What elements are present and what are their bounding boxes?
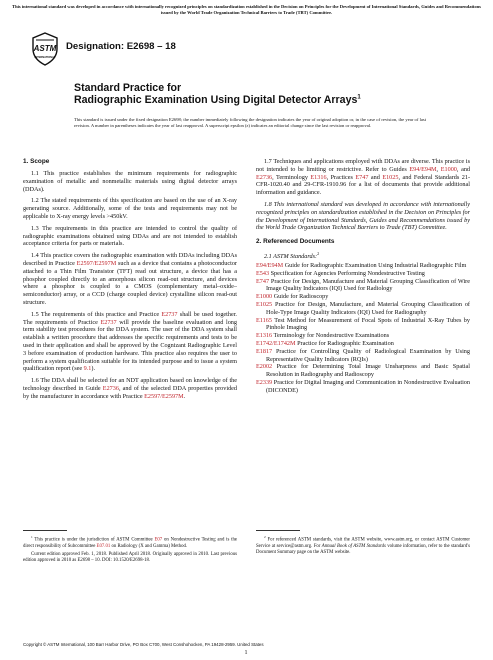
text-segment: , Practices xyxy=(326,173,356,181)
reference-item xyxy=(256,363,470,379)
reference-code-link[interactable]: E1316 xyxy=(256,332,273,340)
text-segment: For referenced ASTM standards, visit the ASTM website, www.astm.org, or contact ASTM Customer Service at service@astm.org. For xyxy=(256,537,470,549)
text-segment: volume information, refer to the standard's Document Summary page on the ASTM website. xyxy=(256,543,470,555)
text-segment: 1.5 The requirements of this practice and Practice xyxy=(31,310,162,318)
reference-title: Practice for Determining Total Image Unsharpness and Basic Spatial Resolution in Radiography and Radioscopy xyxy=(266,363,470,379)
paragraph-1-8: 1.8 This international standard was developed in accordance with internationally recognized principles on standardization established in the Decision on Principles for the Development of International Standards, Guides and Recommendations issued by the World Trade Organization Technical Barriers to Trade (TBT) Committee. xyxy=(256,200,470,232)
text-segment: , and Federal Standards 21-CFR-1020.40 and 29-CFR-1910.96 for a list of documents that provide additional information and guidance. xyxy=(256,173,471,197)
text-segment: and xyxy=(368,173,383,181)
footnote-2 xyxy=(256,534,470,556)
reference-item xyxy=(256,379,470,395)
logo-letters: ASTM xyxy=(33,44,57,53)
reference-title: Practice for Radiographic Examination xyxy=(295,340,394,347)
footnote-1 xyxy=(23,534,237,564)
text-segment: on Radiology (X and Gamma) Method. xyxy=(110,543,188,549)
text-segment: 1.4 This practice covers the radiographic examination with DDAs including DDAs described in Practice xyxy=(23,252,237,267)
link-e2597[interactable]: E2597/E2597M xyxy=(144,392,184,400)
referenced-documents-heading: 2. Referenced Documents xyxy=(256,238,335,246)
reference-item xyxy=(256,332,470,340)
footnote-mark: 1 xyxy=(31,535,33,539)
footnote-2-para xyxy=(256,534,470,556)
reference-title: Practice for Design, Manufacture and Material Grouping Classification of Wire Image Quality Indicators (IQI) Used for Radiology xyxy=(266,277,470,293)
link-e1316[interactable]: E1316 xyxy=(310,173,327,181)
text-segment: on Nondestructive Testing and is the direct responsibility of Subcommittee xyxy=(23,537,237,549)
footnote-rule-left xyxy=(23,530,67,531)
paragraph-1-6 xyxy=(23,377,237,400)
paragraph-1-1: 1.1 This practice establishes the minimum requirements for radiographic examination of metallic and nonmetallic materials using digital detector arrays (DDAs). xyxy=(23,170,237,193)
text-segment: such as a device that contains a photoconductor attached to a Thin Film Transistor (TFT) read out structure, a device that has a phosphor coupled directly to an amorphous silicon read-out structure, and devices where a phosphor is coupled to a CMOS (complementary metal–oxide–semiconductor) array, or a CCD (charge coupled device) crystalline silicon read-out structure. xyxy=(23,259,237,306)
reference-code-link[interactable]: E1742/E1742M xyxy=(256,340,296,347)
reference-item xyxy=(256,278,470,294)
reference-title: Guide for Radioscopy xyxy=(272,293,329,301)
right-column xyxy=(256,158,470,395)
reference-item xyxy=(256,270,470,278)
reference-code-link[interactable]: E1165 xyxy=(256,316,272,324)
link-e747[interactable]: E747 xyxy=(355,173,369,181)
reference-list xyxy=(256,262,470,395)
text-segment: 1.6 The DDA shall be selected for an NDT application based on knowledge of the technology described in Guide xyxy=(23,377,237,392)
astm-logo xyxy=(30,32,60,66)
text-segment: , and of the selected DDA properties provided by the manufacturer in accordance with Practice xyxy=(23,384,238,400)
reference-item xyxy=(256,262,470,270)
reference-title: Test Method for Measurement of Focal Spots of Industrial X-Ray Tubes by Pinhole Imaging xyxy=(266,316,470,332)
footnote-mark: 2 xyxy=(264,535,266,539)
footnote-1-para-2: Current edition approved Feb. 1, 2018. Published April 2018. Originally approved in 2010. Last previous edition approved in 2010 as E2698 – 10. DOI: 10.1520/E2698-18. xyxy=(23,551,237,563)
reference-title: Practice for Design, Manufacture, and Material Grouping Classification of Hole-Type Image Quality Indicators (IQI) Used for Radiography xyxy=(266,301,470,316)
link-e07[interactable]: E07 xyxy=(154,537,163,543)
reference-code-link[interactable]: E543 xyxy=(256,269,270,277)
title-line-2 xyxy=(74,94,474,106)
link-e07-01[interactable]: E07.01 xyxy=(96,543,111,549)
reference-item xyxy=(256,340,470,348)
title-footnote-mark: 1 xyxy=(357,94,361,101)
reference-code-link[interactable]: E2002 xyxy=(256,363,273,371)
text-segment: , and xyxy=(456,165,471,173)
paragraph-1-7 xyxy=(256,158,470,197)
paragraph-1-4 xyxy=(23,252,237,307)
reference-item xyxy=(256,293,470,301)
text-segment: , xyxy=(436,165,441,173)
text-segment: . xyxy=(183,392,186,400)
link-e2736[interactable]: E2736 xyxy=(102,384,119,392)
logo-subtext: INTERNATIONAL xyxy=(34,56,56,59)
text-segment: will provide the baseline evaluation and long term stability test procedures for the DDA system. The user of the DDA system shall establish a written procedure that addresses the specific requirements and tests to be used in their application and shall be approved by the Cognizant Radiographic Level 3 before examination of production hardware. This practice also requires the user to perform a system qualification suitable for its intended purpose and to issue a system qualification report (see xyxy=(23,318,237,373)
reference-title: Practice for Digital Imaging and Communication in Nondestructive Evaluation (DICONDE) xyxy=(266,378,470,394)
text-segment: 1.7 Techniques and applications employed with DDAs are diverse. This practice is not intended to be limiting or restrictive. Refer to Guides xyxy=(256,158,470,173)
reference-code-link[interactable]: E94/E94M xyxy=(256,262,284,270)
reference-item xyxy=(256,317,470,333)
text-segment: ). xyxy=(91,365,95,373)
paragraph-1-3: 1.3 The requirements in this practice are intended to control the quality of radiographic examinations obtained using DDAs and are not intended to establish acceptance criteria for parts or materials. xyxy=(23,224,237,248)
astm-standards-text: 2.1 ASTM Standards: xyxy=(264,253,318,261)
reference-code-link[interactable]: E2339 xyxy=(256,378,273,386)
title-main: Radiographic Examination Using Digital Detector Arrays xyxy=(74,94,358,106)
left-column xyxy=(23,158,237,405)
reference-code-link[interactable]: E1025 xyxy=(256,301,273,309)
copyright: Copyright © ASTM International, 100 Barr Harbor Drive, PO Box C700, West Conshohocken, PA 19428-2959. United States xyxy=(23,642,264,647)
document-title xyxy=(74,82,474,106)
issue-note: This standard is issued under the fixed designation E2698; the number immediately following the designation indicates the year of original adoption or, in the case of revision, the year of last revision. A number in parentheses indicates the year of last reapproval. A superscript epsilon (ε) indicates an editorial change since the last revision or reapproval. xyxy=(74,117,426,129)
paragraph-1-2: 1.2 The stated requirements of this specification are based on the use of an X-ray generating source. Additionally, some of the tests and requirements may not be applicable to X-ray energy levels >450kV. xyxy=(23,197,237,220)
link-e2736[interactable]: E2736 xyxy=(256,173,273,181)
link-e1025[interactable]: E1025 xyxy=(382,173,399,181)
link-section-9-1[interactable]: 9.1 xyxy=(83,365,92,373)
text-segment: This practice is under the jurisdiction of ASTM Committee xyxy=(32,537,155,543)
reference-title: Guide for Radiographic Examination Using Industrial Radiographic Film xyxy=(283,262,467,270)
footnote-mark: 2 xyxy=(317,251,320,257)
link-e94[interactable]: E94/E94M xyxy=(409,165,437,173)
reference-item xyxy=(256,348,470,364)
page-number: 1 xyxy=(244,650,248,656)
reference-code-link[interactable]: E1000 xyxy=(256,293,273,301)
reference-title: Terminology for Nondestructive Examinations xyxy=(272,332,390,340)
paragraph-1-5 xyxy=(23,311,237,373)
scope-heading: 1. Scope xyxy=(23,158,50,165)
link-e2737[interactable]: E2737 xyxy=(161,310,178,318)
link-e2737[interactable]: E2737 xyxy=(100,318,117,326)
footnote-rule-right xyxy=(256,530,300,531)
reference-code-link[interactable]: E1817 xyxy=(256,347,273,355)
footnote-1-para-1 xyxy=(23,534,237,550)
title-line-1: Standard Practice for xyxy=(74,82,182,94)
reference-title: Practice for Controlling Quality of Radiological Examination by Using Representative Quality Indicators (RQIs) xyxy=(266,347,470,363)
astm-standards-label xyxy=(264,250,470,261)
text-segment: , Terminology xyxy=(272,173,311,181)
link-e1000[interactable]: E1000 xyxy=(440,165,457,173)
designation: Designation: E2698 – 18 xyxy=(66,41,176,52)
link-e2597[interactable]: E2597/E2597M xyxy=(76,259,117,267)
reference-title: Specification for Agencies Performing Nondestructive Testing xyxy=(269,269,425,277)
reference-item xyxy=(256,301,470,317)
text-segment: Annual Book of ASTM Standards xyxy=(321,543,386,549)
text-segment: shall be used together. The requirements of Practice xyxy=(23,310,237,326)
top-note: This international standard was developed in accordance with internationally recognized principles on standardization established in the Decision on Principles for the Development of International Standards, Guides and Recommendations issued by the World Trade Organization Technical Barriers to Trade (TBT) Committee. xyxy=(12,4,481,15)
reference-code-link[interactable]: E747 xyxy=(256,277,270,285)
